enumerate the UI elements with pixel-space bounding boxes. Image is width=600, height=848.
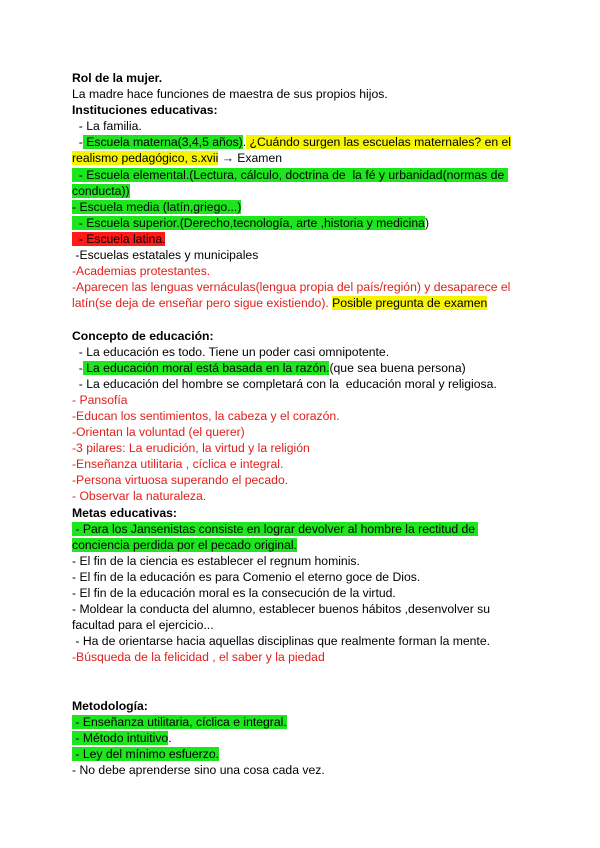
moral-highlight: La educación moral está basada en la razón. [82,360,330,375]
concepto-item: -Enseñanza utilitaria , cíclica e integral. [72,457,284,472]
metodologia-ley: - Ley del mínimo esfuerzo. [72,746,219,761]
metodologia-heading: Metodología: [72,698,148,713]
instituciones-latina: - Escuela latina. [72,231,166,246]
superior-end: ) [424,215,429,230]
metas-item: - El fin de la educación moral es la consecución de la virtud. [72,586,396,600]
metas-jansenistas: - Para los Jansenistas consiste en lograr devolver al hombre la rectitud de conciencia perdida por el pecado original. [72,521,479,552]
materna-question-2: realismo pedagógico, s.xvii [72,151,219,166]
materna-question-1: ¿Cuándo surgen las escuelas maternales? en el [246,135,512,150]
rol-heading: Rol de la mujer. [72,71,163,85]
concepto-hombre: - La educación del hombre se completará con la educación moral y religiosa. [72,376,497,391]
concepto-item: - Pansofía [72,392,128,407]
rol-text: La madre hace funciones de maestra de sus propios hijos. [72,87,388,102]
metas-item: - El fin de la ciencia es establecer el regnum hominis. [72,553,360,568]
concepto-item: -Orientan la voluntad (el querer) [72,425,245,440]
materna-dot: . [242,135,247,150]
concepto-item: -Persona virtuosa superando el pecado. [72,473,289,488]
materna-dash: - [72,135,83,150]
metodologia-aprenderse: - No debe aprenderse sino una cosa cada vez. [72,763,325,778]
instituciones-heading: Instituciones educativas: [72,103,218,118]
intuitivo-dot: . [168,730,172,745]
metodologia-utilitaria: - Enseñanza utilitaria, cíclica e integral. [72,714,287,729]
concepto-todo: - La educación es todo. Tiene un poder casi omnipotente. [72,344,390,359]
instituciones-superior: - Escuela superior.(Derecho,tecnología, arte ,historia y medicina [72,215,425,230]
metas-heading: Metas educativas: [72,505,177,520]
metas-busqueda: -Búsqueda de la felicidad , el saber y la piedad [72,650,325,665]
instituciones-estatales: -Escuelas estatales y municipales [72,248,259,263]
instituciones-media: - Escuela media (latín,griego...) [72,199,242,214]
instituciones-materna [72,134,532,166]
document-page [72,70,532,778]
instituciones-elemental: - Escuela elemental.(Lectura, cálculo, doctrina de la fé y urbanidad(normas de conducta)) [72,167,508,198]
materna-highlight: Escuela materna(3,4,5 años) [82,135,243,150]
moral-dash: - [72,360,83,375]
instituciones-familia: - La familia. [72,119,142,134]
metas-moldear: - Moldear la conducta del alumno, establecer buenos hábitos ,desenvolver su facultad para el ejercicio... [72,602,491,633]
concepto-item: -Educan los sentimientos, la cabeza y el corazón. [72,408,340,423]
concepto-moral [72,360,532,376]
metas-orientarse: - Ha de orientarse hacia aquellas disciplinas que realmente forman la mente. [72,634,490,649]
concepto-item: -3 pilares: La erudición, la virtud y la religión [72,441,310,456]
lenguas-text: -Aparecen las lenguas vernáculas(lengua propia del país/región) y desaparece el latín(se deja de enseñar pero sigue existiendo). [72,280,511,311]
metodologia-intuitivo: - Método intuitivo [72,730,169,745]
moral-rest: (que sea buena persona) [329,360,466,375]
pregunta-examen-badge: Posible pregunta de examen [332,296,488,311]
instituciones-lenguas [72,279,512,311]
metas-item: - El fin de la educación es para Comenio el eterno goce de Dios. [72,569,421,584]
concepto-item: - Observar la naturaleza. [72,489,207,504]
instituciones-academias: -Academias protestantes. [72,264,211,279]
materna-arrow: → Examen [218,151,282,166]
concepto-heading: Concepto de educación: [72,328,214,343]
